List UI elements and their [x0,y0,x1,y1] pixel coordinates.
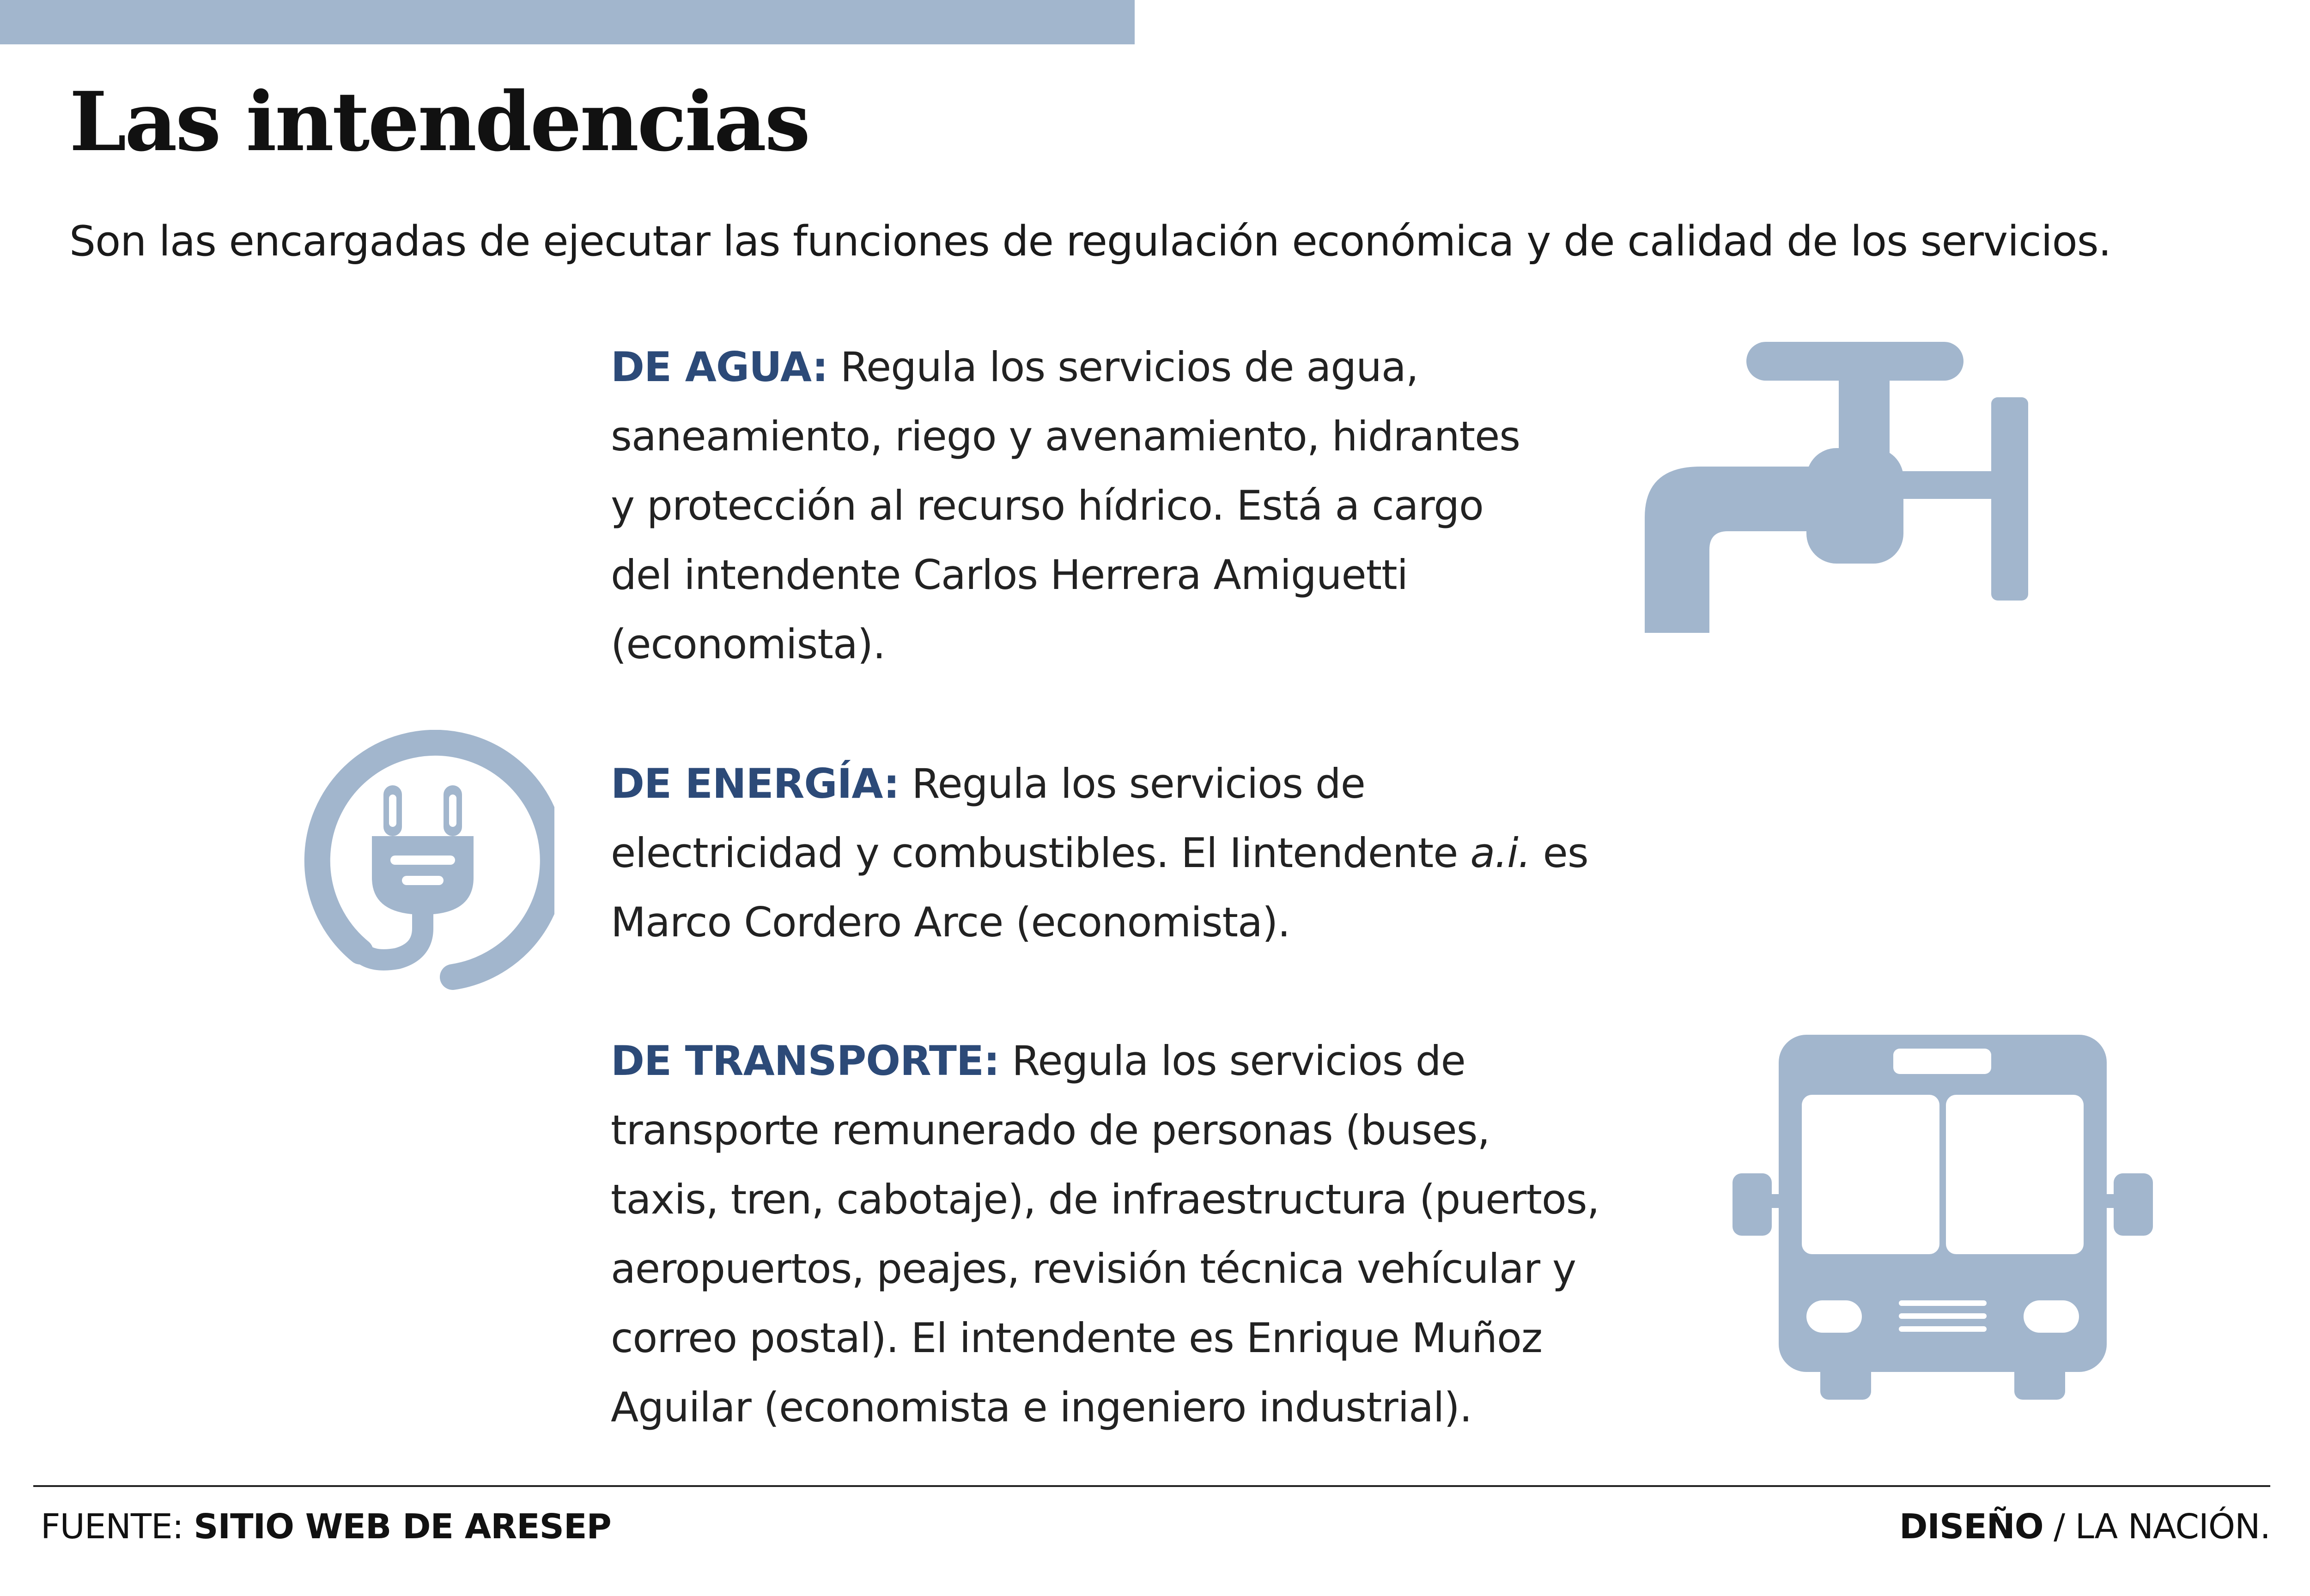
footer-divider [33,1485,2270,1487]
footer-source-value: SITIO WEB DE ARESEP [194,1507,611,1547]
footer-credit-rest: / LA NACIÓN. [2043,1507,2270,1547]
bus-icon [1732,1035,2153,1400]
section-energia-line-1 [611,749,1588,819]
top-accent-bar [0,0,1135,44]
footer-source [41,1507,611,1547]
footer-source-label: FUENTE: [41,1507,194,1547]
section-transporte [611,1026,1599,1442]
section-transporte-line-5: correo postal). El intendente es Enrique Muñoz [611,1314,1543,1362]
section-transporte-line-4: aeropuertos, peajes, revisión técnica vehícular y [611,1245,1576,1293]
section-agua-line-2: saneamiento, riego y avenamiento, hidrantes [611,413,1520,460]
faucet-icon [1645,333,2028,633]
footer-credit [1899,1507,2270,1547]
section-energia-text-1: Regula los servicios de [899,760,1365,807]
section-agua-line-4: del intendente Carlos Herrera Amiguetti [611,551,1408,599]
section-agua-line-3: y protección al recurso hídrico. Está a cargo [611,482,1483,529]
section-agua-line-5: (economista). [611,620,886,668]
section-energia-text-2c: es [1530,829,1588,877]
plug-icon [291,730,554,993]
section-agua-lead: DE AGUA: [611,343,828,391]
section-agua [611,333,1520,679]
section-agua-line-1 [611,333,1520,402]
footer-credit-strong: DISEÑO [1899,1507,2043,1547]
section-transporte-line-2: transporte remunerado de personas (buses, [611,1106,1490,1154]
section-transporte-line-1 [611,1026,1599,1096]
section-transporte-line-3: taxis, tren, cabotaje), de infraestructura (puertos, [611,1176,1599,1223]
section-energia-text-2a: electricidad y combustibles. El Iintendente [611,829,1471,877]
section-agua-text-1: Regula los servicios de agua, [827,343,1418,391]
section-energia-line-3: Marco Cordero Arce (economista). [611,898,1290,946]
section-energia-text-2b: a.i. [1470,829,1531,877]
page-title: Las intendencias [69,74,809,170]
section-transporte-text-1: Regula los servicios de [999,1037,1465,1085]
section-energia-lead: DE ENERGÍA: [611,760,900,807]
section-transporte-line-6: Aguilar (economista e ingeniero industrial). [611,1384,1472,1431]
section-transporte-lead: DE TRANSPORTE: [611,1037,1000,1085]
page-subtitle: Son las encargadas de ejecutar las funciones de regulación económica y de calidad de los servicios. [69,217,2111,266]
section-energia [611,749,1588,957]
section-energia-line-2 [611,819,1588,888]
